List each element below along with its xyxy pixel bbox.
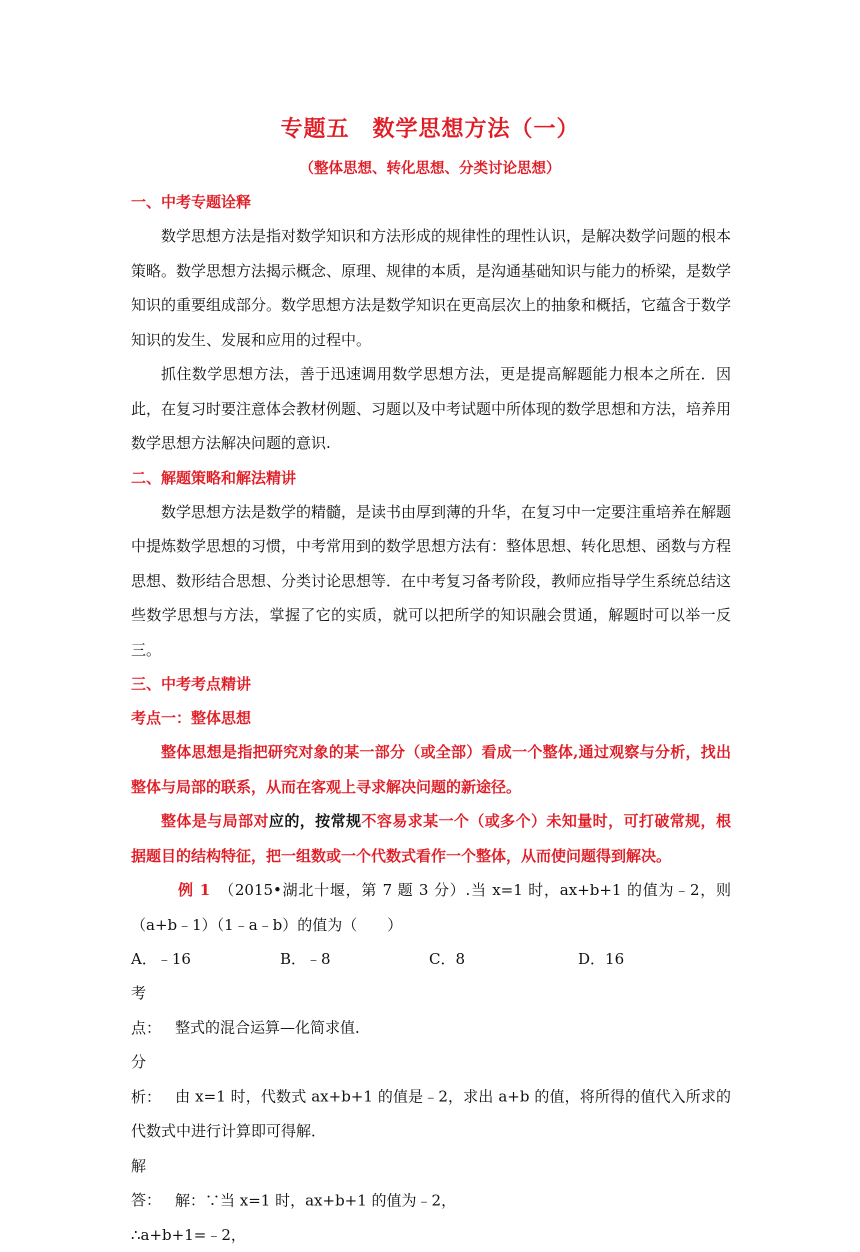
fenxi-text: 由 x=1 时，代数式 ax+b+1 的值是﹣2，求出 a+b 的值，将所得的值代入所求的代数式中进行计算即可得解． (131, 1088, 731, 1141)
section2-paragraph-1: 数学思想方法是数学的精髓，是读书由厚到薄的升华，在复习中一定要注重培养在解题中提炼数学思想的习惯，中考常用到的数学思想方法有：整体思想、转化思想、函数与方程思想、数形结合思想、分类讨论思想等．在中考复习备考阶段，教师应指导学生系统总结这些数学思想与方法，掌握了它的实质，就可以把所学的知识融会贯通，解题时可以举一反三。 (131, 495, 731, 668)
option-b: B．﹣8 (280, 942, 429, 976)
example1-stem: （2015•湖北十堰，第 7 题 3 分）.当 x=1 时，ax+b+1 的值为﹣2，则（a+b﹣1）（1﹣a﹣b）的值为（ ） (131, 881, 731, 934)
option-c: C．8 (429, 942, 578, 976)
point1-p2-part-b: 应的，按常规 (269, 812, 362, 830)
section1-paragraph-1: 数学思想方法是指对数学知识和方法形成的规律性的理性认识，是解决数学问题的根本策略。数学思想方法揭示概念、原理、规律的本质，是沟通基础知识与能力的桥梁，是数学知识的重要组成部分。数学思想方法是数学知识在更高层次上的抽象和概括，它蕴含于数学知识的发生、发展和应用的过程中。 (131, 219, 731, 357)
section1-heading: 一、中考专题诠释 (131, 185, 731, 219)
point1-p2-part-a: 整体是与局部对 (161, 812, 269, 830)
example1-label: 例 1 (178, 881, 210, 899)
kaodian-row (131, 976, 731, 1045)
jieda-text: 解：∵当 x=1 时，ax+b+1 的值为﹣2， (175, 1191, 456, 1209)
kaodian-text: 整式的混合运算—化简求值． (175, 1019, 370, 1037)
document-body (131, 185, 731, 1252)
option-a: A．﹣16 (131, 942, 280, 976)
point1-paragraph-1: 整体思想是指把研究对象的某一部分（或全部）看成一个整体,通过观察与分析，找出整体与局部的联系，从而在客观上寻求解决问题的新途径。 (131, 735, 731, 804)
kaodian-label: 考点： (131, 976, 175, 1045)
section1-paragraph-2: 抓住数学思想方法，善于迅速调用数学思想方法，更是提高解题能力根本之所在．因此，在复习时要注意体会教材例题、习题以及中考试题中所体现的数学思想和方法，培养用数学思想方法解决问题的意识. (131, 357, 731, 461)
fenxi-label: 分析： (131, 1045, 175, 1114)
fenxi-row (131, 1045, 731, 1149)
page-title: 专题五 数学思想方法（一） (0, 112, 860, 143)
solution-line: ∴a+b+1=﹣2， (131, 1218, 731, 1252)
point1-heading: 考点一：整体思想 (131, 701, 731, 735)
section3-heading: 三、中考考点精讲 (131, 667, 731, 701)
example1-stem-block (131, 873, 731, 942)
jieda-label: 解答： (131, 1149, 175, 1218)
point1-paragraph-2 (131, 804, 731, 873)
section2-heading: 二、解题策略和解法精讲 (131, 461, 731, 495)
page-subtitle: （整体思想、转化思想、分类讨论思想） (0, 157, 860, 178)
option-d: D．16 (578, 942, 727, 976)
jieda-row (131, 1149, 731, 1218)
example1-options (131, 942, 731, 976)
point1-p2-part-c: 不容易求某一个（或多个）未知量时，可打破常规，根据题目的结构特征，把一组数或一个代数式看作一个整体，从而使问题得到解决。 (131, 812, 731, 865)
